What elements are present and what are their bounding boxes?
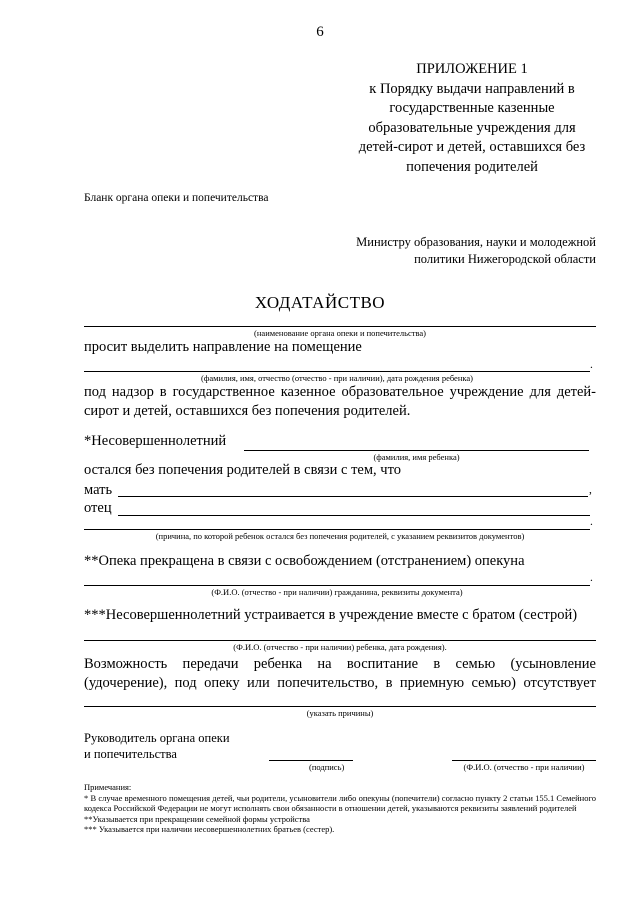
minor-name-field-line[interactable] — [244, 450, 589, 451]
line-end-dot: . — [590, 359, 593, 371]
signature-caption: (подпись) — [309, 762, 345, 772]
reasons-field-line[interactable] — [84, 706, 596, 707]
line-end-dot: . — [590, 572, 593, 584]
appendix-line: к Порядку выдачи направлений в — [369, 80, 575, 97]
fio-field-line[interactable] — [452, 760, 596, 761]
family-paragraph — [84, 655, 596, 693]
father-label: отец — [84, 500, 112, 516]
minor-label: *Несовершеннолетний — [84, 433, 227, 449]
guardian-caption: (Ф.И.О. (отчество - при наличии) гражданина, реквизиты документа) — [211, 587, 463, 597]
child-name-dob-caption: (фамилия, имя, отчество (отчество - при наличии), дата рождения ребенка) — [201, 373, 473, 383]
line-end-comma: , — [589, 484, 592, 496]
blank-label: Бланк органа опеки и попечительства — [84, 192, 269, 204]
addressee-line: Министру образования, науки и молодежной — [356, 235, 596, 249]
signature-field-line[interactable] — [269, 760, 353, 761]
family-line: (удочерение), под опеку или попечительство, в приемную семью) отсутствует — [84, 675, 596, 691]
placement-line: под надзор в государственное казенное образовательное учреждение для детей- — [84, 384, 596, 400]
sibling-field-line[interactable] — [84, 640, 596, 641]
child-name-dob-field-line[interactable] — [84, 371, 590, 372]
appendix-header — [344, 60, 600, 178]
head-title-line: и попечительства — [84, 747, 177, 761]
reason-caption: (причина, по которой ребенок остался без попечения родителей, с указанием реквизитов документов) — [155, 531, 525, 541]
father-field-line[interactable] — [118, 515, 590, 516]
appendix-line: государственные казенные — [389, 100, 555, 117]
left-without-care-text: остался без попечения родителей в связи с тем, что — [84, 462, 401, 478]
notes-heading: Примечания: — [84, 782, 132, 792]
placement-paragraph — [84, 383, 596, 421]
note-item: **Указывается при прекращении семейной формы устройства — [84, 813, 310, 824]
document-title: ХОДАТАЙСТВО — [254, 293, 386, 312]
guardian-field-line[interactable] — [84, 585, 590, 586]
child-name-caption: (фамилия, имя ребенка) — [373, 452, 460, 462]
reason-field-line[interactable] — [84, 529, 590, 530]
appendix-line: детей-сирот и детей, оставшихся без — [358, 139, 586, 156]
notes-block — [84, 782, 596, 835]
family-line: Возможность передачи ребенка на воспитание в семью (усыновление — [84, 656, 596, 672]
line-end-dot: . — [590, 516, 593, 528]
head-title-line: Руководитель органа опеки — [84, 731, 230, 745]
guardianship-text: **Опека прекращена в связи с освобождением (отстранением) опекуна — [84, 553, 525, 569]
appendix-line: попечения родителей — [406, 158, 538, 175]
appendix-line: образовательные учреждения для — [368, 119, 576, 136]
note-item: * В случае временного помещения детей, чьи родители, усыновители либо опекуны (попечители) согласно пункту 2 статьи 155.1 Семейного кодекса Российской Федерации не могут исполнять свои обязанности в отношении детей, указываются реквизиты заявлений родителей — [84, 792, 596, 813]
page-number: 6 — [316, 24, 324, 40]
with-sibling-text: ***Несовершеннолетний устраивается в учреждение вместе с братом (сестрой) — [84, 607, 578, 623]
sibling-caption: (Ф.И.О. (отчество - при наличии) ребенка, дата рождения). — [233, 642, 447, 652]
mother-field-line[interactable] — [118, 496, 588, 497]
addressee-line: политики Нижегородской области — [414, 252, 596, 266]
placement-line: сирот и детей, оставшихся без попечения родителей. — [84, 403, 411, 419]
fio-caption: (Ф.И.О. (отчество - при наличии) — [463, 762, 585, 772]
addressee — [300, 234, 596, 268]
authority-field-line[interactable] — [84, 326, 596, 327]
appendix-line: ПРИЛОЖЕНИЕ 1 — [416, 61, 528, 77]
mother-label: мать — [84, 482, 113, 498]
request-text: просит выделить направление на помещение — [84, 339, 362, 355]
note-item: *** Указывается при наличии несовершеннолетних братьев (сестер). — [84, 824, 335, 834]
authority-caption: (наименование органа опеки и попечительства) — [254, 328, 426, 338]
reasons-caption: (указать причины) — [306, 708, 374, 718]
